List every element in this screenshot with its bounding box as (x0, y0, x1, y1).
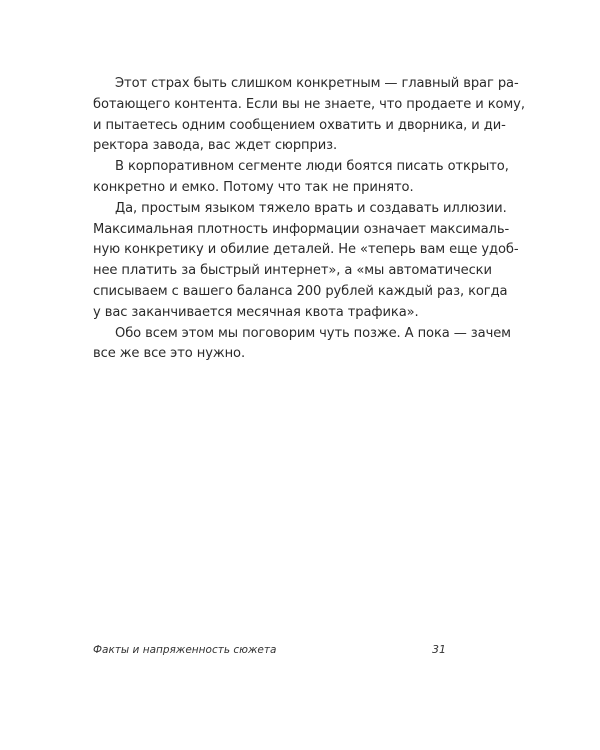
text-line: списываем с вашего баланса 200 рублей каждый раз, когда (93, 283, 508, 299)
text-line: ную конкретику и обилие деталей. Не «теперь вам еще удоб- (93, 242, 519, 258)
text-line: у вас заканчивается месячная квота трафика». (93, 304, 419, 320)
text-line: ректора завода, вас ждет сюрприз. (93, 138, 338, 154)
text-line: Да, простым языком тяжело врать и создавать иллюзии. (115, 200, 507, 216)
text-line: все же все это нужно. (93, 346, 246, 362)
text-line: Этот страх быть слишком конкретным — главный враг ра- (115, 76, 519, 91)
body-text (93, 74, 525, 365)
text-line: В корпоративном сегменте люди боятся писать открыто, (115, 159, 509, 175)
text-line: нее платить за быстрый интернет», а «мы автоматически (93, 263, 492, 279)
text-line: ботающего контента. Если вы не знаете, что продаете и кому, (93, 96, 525, 112)
text-line: и пытаетесь одним сообщением охватить и дворника, и ди- (93, 117, 506, 133)
text-line: Максимальная плотность информации означает максималь- (93, 221, 510, 237)
text-line: Обо всем этом мы поговорим чуть позже. А пока — зачем (115, 325, 511, 341)
page-number: 31 (432, 643, 446, 656)
text-line: конкретно и емко. Потому что так не принято. (93, 179, 414, 195)
running-footer-title: Факты и напряженность сюжета (93, 644, 277, 656)
